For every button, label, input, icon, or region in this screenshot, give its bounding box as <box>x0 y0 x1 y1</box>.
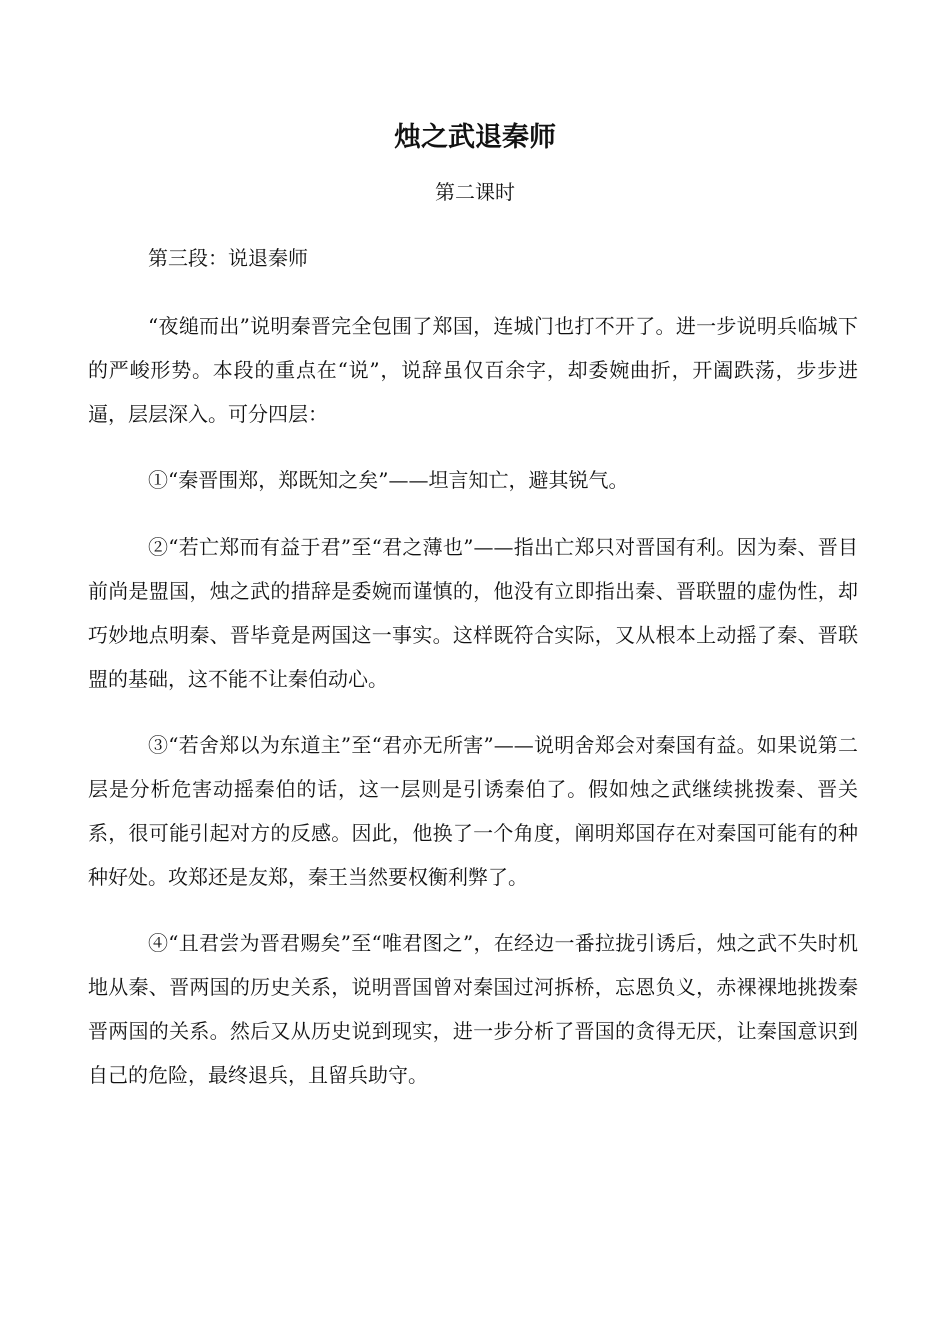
paragraph-intro: “夜缒而出”说明秦晋完全包围了郑国，连城门也打不开了。进一步说明兵临城下的严峻形势。本段的重点在“说”，说辞虽仅百余字，却委婉曲折，开阖跌荡，步步进逼，层层深入。可分四层： <box>88 314 858 426</box>
paragraph-layer-4: ④“且君尝为晋君赐矣”至“唯君图之”，在经边一番拉拢引诱后，烛之武不失时机地从秦、晋两国的历史关系，说明晋国曾对秦国过河拆桥，忘恩负义，赤裸裸地挑拨秦晋两国的关系。然后又从历史说到现实，进一步分析了晋国的贪得无厌，让秦国意识到自己的危险，最终退兵，且留兵助守。 <box>88 931 858 1087</box>
paragraph-layer-2: ②“若亡郑而有益于君”至“君之薄也”——指出亡郑只对晋国有利。因为秦、晋目前尚是盟国，烛之武的措辞是委婉而谨慎的，他没有立即指出秦、晋联盟的虚伪性，却巧妙地点明秦、晋毕竟是两国这一事实。这样既符合实际，又从根本上动摇了秦、晋联盟的基础，这不能不让秦伯动心。 <box>88 535 858 691</box>
paragraph-layer-3: ③“若舍郑以为东道主”至“君亦无所害”——说明舍郑会对秦国有益。如果说第二层是分析危害动摇秦伯的话，这一层则是引诱秦伯了。假如烛之武继续挑拨秦、晋关系，很可能引起对方的反感。因此，他换了一个角度，阐明郑国存在对秦国可能有的种种好处。攻郑还是友郑，秦王当然要权衡利弊了。 <box>88 733 858 889</box>
document-subtitle: 第二课时 <box>435 180 515 204</box>
document-title: 烛之武退秦师 <box>394 122 556 153</box>
paragraph-layer-1: ①“秦晋围郑，郑既知之矣”——坦言知亡，避其锐气。 <box>148 468 629 492</box>
section-heading: 第三段：说退秦师 <box>148 246 308 270</box>
